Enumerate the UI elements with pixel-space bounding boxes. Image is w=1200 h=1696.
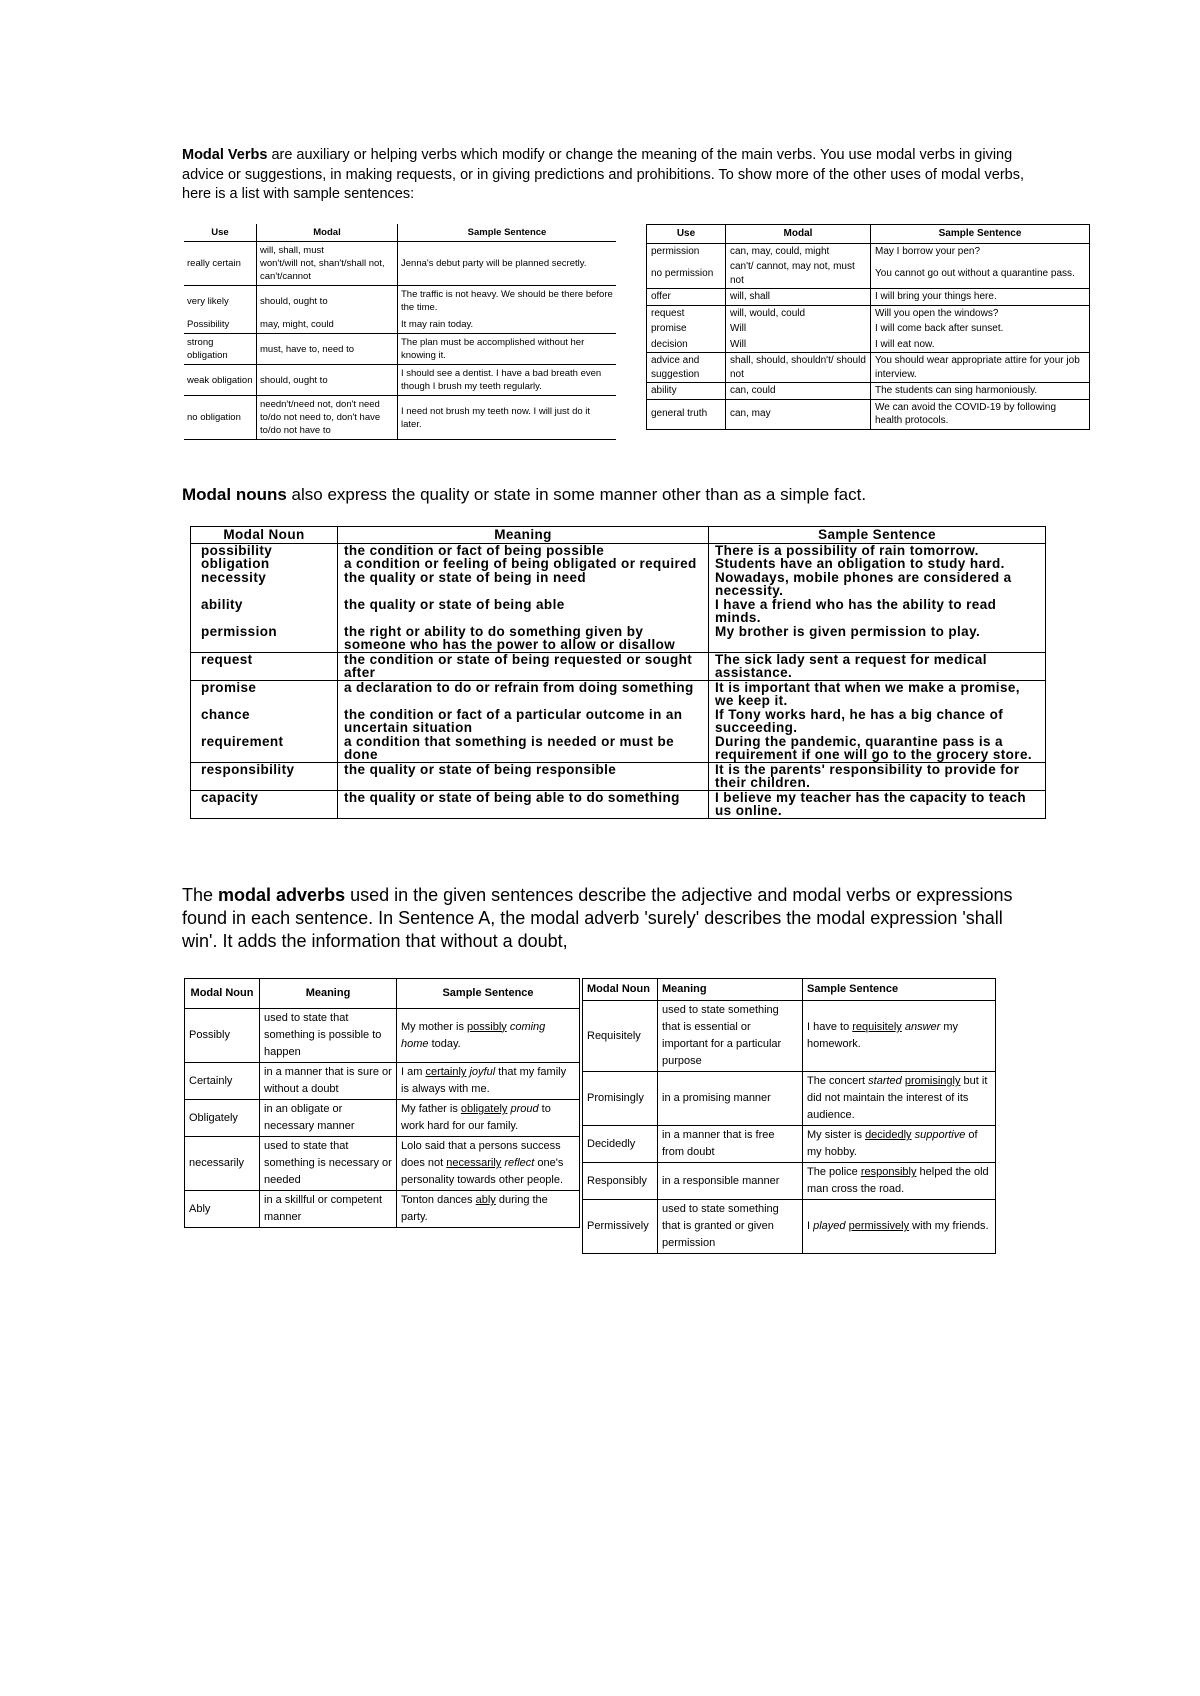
table-row xyxy=(647,321,1090,337)
sample-sentence-cell: I will bring your things here. xyxy=(871,289,1090,306)
sample-sentence-cell: Will you open the windows? xyxy=(871,305,1090,321)
sample-sentence-cell: We can avoid the COVID-19 by following health protocols. xyxy=(871,399,1090,429)
sentence-text: with my friends. xyxy=(909,1220,989,1232)
meaning-cell: used to state that something is possible to happen xyxy=(260,1009,397,1063)
table-row xyxy=(191,652,1046,680)
meaning-cell: in a responsible manner xyxy=(658,1163,803,1200)
meaning-cell: the quality or state of being able to do something xyxy=(338,790,709,818)
table-row xyxy=(583,1001,996,1072)
use-cell: advice and suggestion xyxy=(647,353,726,383)
modal-noun-cell: chance xyxy=(201,706,250,722)
sample-sentence-cell: The traffic is not heavy. We should be there before the time. xyxy=(398,286,617,317)
sample-sentence-cell: It is the parents' responsibility to provide for their children. xyxy=(709,762,1046,790)
sample-sentence-cell: I have a friend who has the ability to read minds. xyxy=(709,598,1046,625)
table-row xyxy=(583,1200,996,1254)
header-use: Use xyxy=(184,224,257,242)
underlined-adverb: possibly xyxy=(467,1020,507,1033)
italic-word: proud xyxy=(507,1103,539,1115)
italic-word: joyful xyxy=(466,1066,496,1078)
modal-adverb-cell: Requisitely xyxy=(583,1001,658,1072)
use-cell: really certain xyxy=(187,258,241,269)
sample-sentence-cell: If Tony works hard, he has a big chance of succeeding. xyxy=(709,708,1046,735)
sentence-text: The concert xyxy=(807,1075,869,1087)
modal-noun-cell: capacity xyxy=(191,790,338,818)
use-cell: general truth xyxy=(647,399,726,429)
meaning-cell: in a manner that is free from doubt xyxy=(658,1126,803,1163)
sample-sentence-cell: It is important that when we make a promise, we keep it. xyxy=(709,680,1046,708)
meaning-cell: the quality or state of being responsible xyxy=(338,762,709,790)
modal-cell: needn't/need not, don't need to/do not need to, don't have to/do not have to xyxy=(257,396,398,440)
modal-cell: can't/ cannot, may not, must not xyxy=(726,259,871,289)
sample-sentence-cell: I will eat now. xyxy=(871,337,1090,353)
use-cell: Possibility xyxy=(187,319,230,330)
header-meaning: Meaning xyxy=(260,979,397,1009)
table-row xyxy=(191,625,1046,653)
table-row xyxy=(583,1163,996,1200)
sentence-text: The police xyxy=(807,1166,861,1178)
sentence-text: during the party. xyxy=(401,1194,548,1223)
header-sample-sentence: Sample Sentence xyxy=(709,527,1046,544)
use-cell: no obligation xyxy=(184,396,257,440)
sample-sentence-cell xyxy=(397,1191,580,1228)
meaning-cell: used to state that something is necessary or needed xyxy=(260,1137,397,1191)
header-sample-sentence: Sample Sentence xyxy=(803,979,996,1001)
table-row xyxy=(191,557,1046,571)
table-row xyxy=(647,305,1090,321)
italic-word: coming home xyxy=(401,1020,546,1050)
header-modal-noun: Modal Noun xyxy=(185,979,260,1009)
italic-word: answer xyxy=(901,1021,941,1033)
modal-noun-cell: obligation xyxy=(201,556,270,571)
modal-verbs-table-1 xyxy=(184,224,616,440)
sample-sentence-cell xyxy=(397,1009,580,1063)
modal-verbs-table-2 xyxy=(646,224,1090,430)
underlined-adverb: responsibly xyxy=(860,1166,917,1178)
header-modal: Modal xyxy=(257,224,398,242)
underlined-adverb: requisitely xyxy=(852,1021,902,1033)
meaning-cell: in an obligate or necessary manner xyxy=(260,1100,397,1137)
sample-sentence-cell: Students have an obligation to study hard. xyxy=(709,557,1046,571)
sample-sentence-cell: Jenna's debut party will be planned secretly. xyxy=(398,242,617,286)
modal-cell: Will xyxy=(726,321,871,337)
underlined-adverb: obligately xyxy=(460,1103,508,1115)
table-row xyxy=(191,543,1046,557)
use-cell: decision xyxy=(651,338,688,350)
header-meaning: Meaning xyxy=(658,979,803,1001)
table-row xyxy=(191,708,1046,735)
meaning-cell: the right or ability to do something given by someone who has the power to allow or disallow xyxy=(338,625,709,653)
table-row xyxy=(184,396,616,440)
modal-nouns-term: Modal nouns xyxy=(182,485,287,504)
underlined-adverb: necessarily xyxy=(446,1157,502,1169)
meaning-cell: the quality or state of being in need xyxy=(338,571,709,598)
modal-adverb-cell: Responsibly xyxy=(583,1163,658,1200)
sample-sentence-cell: During the pandemic, quarantine pass is a requirement if one will go to the grocery store. xyxy=(709,735,1046,763)
underlined-adverb: ably xyxy=(475,1194,496,1206)
modal-noun-cell: ability xyxy=(201,596,243,612)
modal-cell: should, ought to xyxy=(257,365,398,396)
sample-sentence-cell xyxy=(397,1100,580,1137)
header-modal: Modal xyxy=(726,225,871,244)
underlined-adverb: certainly xyxy=(425,1066,467,1078)
sentence-text: I am xyxy=(401,1066,426,1078)
underlined-adverb: decidedly xyxy=(865,1129,912,1141)
table-row xyxy=(185,1137,580,1191)
meaning-cell: used to state something that is granted or given permission xyxy=(658,1200,803,1254)
table-row xyxy=(583,1072,996,1126)
underlined-adverb: permissively xyxy=(848,1220,910,1232)
modal-adverbs-lead: The xyxy=(182,885,219,905)
table-row xyxy=(185,1191,580,1228)
sample-sentence-cell xyxy=(803,1200,996,1254)
meaning-cell: the quality or state of being able xyxy=(338,598,709,625)
modal-noun-cell: necessity xyxy=(201,569,267,585)
sentence-text: My father is xyxy=(401,1103,461,1115)
sample-sentence-cell xyxy=(397,1063,580,1100)
use-cell: ability xyxy=(647,383,726,400)
table-row xyxy=(185,1063,580,1100)
sample-sentence-cell: I need not brush my teeth now. I will just do it later. xyxy=(398,396,617,440)
header-sample-sentence: Sample Sentence xyxy=(871,225,1090,244)
sample-sentence-cell: You cannot go out without a quarantine pass. xyxy=(871,259,1090,289)
table-row xyxy=(583,1126,996,1163)
sentence-text: my homework. xyxy=(807,1021,959,1050)
sample-sentence-cell xyxy=(803,1126,996,1163)
modal-adverb-cell: Permissively xyxy=(583,1200,658,1254)
use-cell: strong obligation xyxy=(184,334,257,365)
meaning-cell: the condition or fact of a particular outcome in an uncertain situation xyxy=(338,708,709,735)
sample-sentence-cell: I should see a dentist. I have a bad breath even though I brush my teeth regularly. xyxy=(398,365,617,396)
sample-sentence-cell xyxy=(803,1163,996,1200)
sample-sentence-cell: My brother is given permission to play. xyxy=(709,625,1046,653)
modal-adverb-cell: Ably xyxy=(185,1191,260,1228)
table-row xyxy=(647,353,1090,383)
modal-verbs-term: Modal Verbs xyxy=(182,147,268,163)
sentence-text: today. xyxy=(428,1037,461,1050)
modal-cell: will, would, could xyxy=(726,305,871,321)
table-row xyxy=(647,259,1090,289)
modal-cell: will, shall xyxy=(726,289,871,306)
modal-cell: can, could xyxy=(726,383,871,400)
modal-noun-cell: requirement xyxy=(201,733,284,749)
modal-adverb-cell: Possibly xyxy=(185,1009,260,1063)
italic-word: reflect xyxy=(501,1157,535,1169)
italic-word: supportive xyxy=(911,1129,966,1141)
modal-adverbs-intro-text: used in the given sentences describe the adjective and modal verbs or expressions found in each sentence. In Sentence A, the modal adverb 'surely' describes the modal expression 'shall win'. It adds the information that without a doubt, xyxy=(182,885,1013,951)
modal-adverbs-table-1 xyxy=(184,978,580,1228)
sentence-text: My mother is xyxy=(401,1020,468,1033)
sentence-text: of my hobby. xyxy=(807,1129,978,1158)
table-row xyxy=(647,383,1090,400)
meaning-cell: the condition or fact of being possible xyxy=(338,543,709,557)
table-row xyxy=(647,337,1090,353)
italic-word: started xyxy=(868,1075,902,1087)
table-row xyxy=(184,365,616,396)
sentence-text: I have to xyxy=(807,1021,853,1033)
table-row xyxy=(184,286,616,317)
header-meaning: Meaning xyxy=(338,527,709,544)
use-cell: offer xyxy=(647,289,726,306)
table-row xyxy=(191,762,1046,790)
table-row xyxy=(191,735,1046,763)
table-row xyxy=(184,316,616,334)
sample-sentence-cell xyxy=(397,1137,580,1191)
modal-nouns-intro-text: also express the quality or state in some manner other than as a simple fact. xyxy=(286,485,867,504)
use-cell: promise xyxy=(651,323,687,334)
use-cell: no permission xyxy=(651,267,714,279)
modal-noun-cell: responsibility xyxy=(191,762,338,790)
meaning-cell: a condition or feeling of being obligated or required xyxy=(338,557,709,571)
sample-sentence-cell: The students can sing harmoniously. xyxy=(871,383,1090,400)
header-sample-sentence: Sample Sentence xyxy=(397,979,580,1009)
modal-cell: may, might, could xyxy=(257,316,398,334)
table-row xyxy=(191,571,1046,598)
modal-nouns-intro xyxy=(182,484,1042,506)
meaning-cell: in a manner that is sure or without a doubt xyxy=(260,1063,397,1100)
header-sample-sentence: Sample Sentence xyxy=(398,224,617,242)
table-row xyxy=(185,1100,580,1137)
modal-noun-cell: request xyxy=(191,652,338,680)
sentence-text: to work hard for our family. xyxy=(401,1103,551,1132)
italic-word: played xyxy=(813,1220,846,1232)
sample-sentence-cell: The plan must be accomplished without her knowing it. xyxy=(398,334,617,365)
sentence-text: Lolo said that a persons success does not xyxy=(401,1140,561,1169)
modal-noun-cell: possibility xyxy=(201,542,273,558)
table-row xyxy=(184,242,616,286)
sentence-text: helped the old man cross the road. xyxy=(807,1166,989,1195)
use-cell: permission xyxy=(651,245,700,257)
header-modal-noun: Modal Noun xyxy=(583,979,658,1001)
sentence-text: that my family is always with me. xyxy=(401,1066,567,1095)
meaning-cell: the condition or state of being requested or sought after xyxy=(338,652,709,680)
meaning-cell: a declaration to do or refrain from doing something xyxy=(338,680,709,708)
use-cell: request xyxy=(647,305,726,321)
sample-sentence-cell: You should wear appropriate attire for your job interview. xyxy=(871,353,1090,383)
underlined-adverb: promisingly xyxy=(904,1075,961,1087)
table-row xyxy=(184,334,616,365)
sample-sentence-cell xyxy=(803,1072,996,1126)
modal-adverb-cell: Promisingly xyxy=(583,1072,658,1126)
table-row xyxy=(647,243,1090,259)
modal-noun-cell: permission xyxy=(201,623,278,639)
table-row xyxy=(185,1009,580,1063)
modal-cell: must, have to, need to xyxy=(257,334,398,365)
sentence-text: I xyxy=(807,1220,814,1232)
sample-sentence-cell xyxy=(803,1001,996,1072)
meaning-cell: used to state something that is essential or important for a particular purpose xyxy=(658,1001,803,1072)
header-modal-noun: Modal Noun xyxy=(191,527,338,544)
table-row xyxy=(191,790,1046,818)
use-cell: weak obligation xyxy=(184,365,257,396)
modal-cell: should, ought to xyxy=(257,286,398,317)
sample-sentence-cell: There is a possibility of rain tomorrow. xyxy=(709,543,1046,557)
modal-noun-cell: promise xyxy=(191,680,338,708)
meaning-cell: a condition that something is needed or must be done xyxy=(338,735,709,763)
meaning-cell: in a skillful or competent manner xyxy=(260,1191,397,1228)
modal-cell: will, shall, must won't/will not, shan't/shall not, can't/cannot xyxy=(257,242,398,286)
modal-cell: Will xyxy=(726,337,871,353)
modal-cell: can, may, could, might xyxy=(726,243,871,259)
table-row xyxy=(191,680,1046,708)
modal-nouns-table xyxy=(190,526,1046,819)
modal-adverbs-table-2 xyxy=(582,978,996,1254)
modal-cell: shall, should, shouldn't/ should not xyxy=(726,353,871,383)
sample-sentence-cell: I will come back after sunset. xyxy=(871,321,1090,337)
table-row xyxy=(647,289,1090,306)
modal-verbs-intro-text: are auxiliary or helping verbs which modify or change the meaning of the main verbs. You use modal verbs in giving advice or suggestions, in making requests, or in giving predictions and prohibitions. To show more of the other uses of modal verbs, here is a list with sample sentences: xyxy=(182,147,1024,202)
sample-sentence-cell: It may rain today. xyxy=(398,316,617,334)
sentence-text: My sister is xyxy=(807,1129,866,1141)
sample-sentence-cell: The sick lady sent a request for medical assistance. xyxy=(709,652,1046,680)
use-cell: very likely xyxy=(184,286,257,317)
modal-adverbs-term: modal adverbs xyxy=(218,885,346,905)
modal-verbs-intro xyxy=(182,146,1032,205)
sample-sentence-cell: I believe my teacher has the capacity to teach us online. xyxy=(709,790,1046,818)
modal-cell: can, may xyxy=(726,399,871,429)
meaning-cell: in a promising manner xyxy=(658,1072,803,1126)
modal-adverb-cell: necessarily xyxy=(185,1137,260,1191)
table-row xyxy=(191,598,1046,625)
modal-adverb-cell: Decidedly xyxy=(583,1126,658,1163)
header-use: Use xyxy=(647,225,726,244)
modal-adverbs-intro xyxy=(182,884,1042,953)
modal-adverb-cell: Certainly xyxy=(185,1063,260,1100)
sentence-text: Tonton dances xyxy=(401,1194,476,1206)
sample-sentence-cell: May I borrow your pen? xyxy=(871,243,1090,259)
modal-adverb-cell: Obligately xyxy=(185,1100,260,1137)
sentence-text: one's personality towards other people. xyxy=(401,1157,564,1186)
sample-sentence-cell: Nowadays, mobile phones are considered a necessity. xyxy=(709,571,1046,598)
sentence-text: but it did not maintain the interest of its audience. xyxy=(807,1075,988,1121)
table-row xyxy=(647,399,1090,429)
